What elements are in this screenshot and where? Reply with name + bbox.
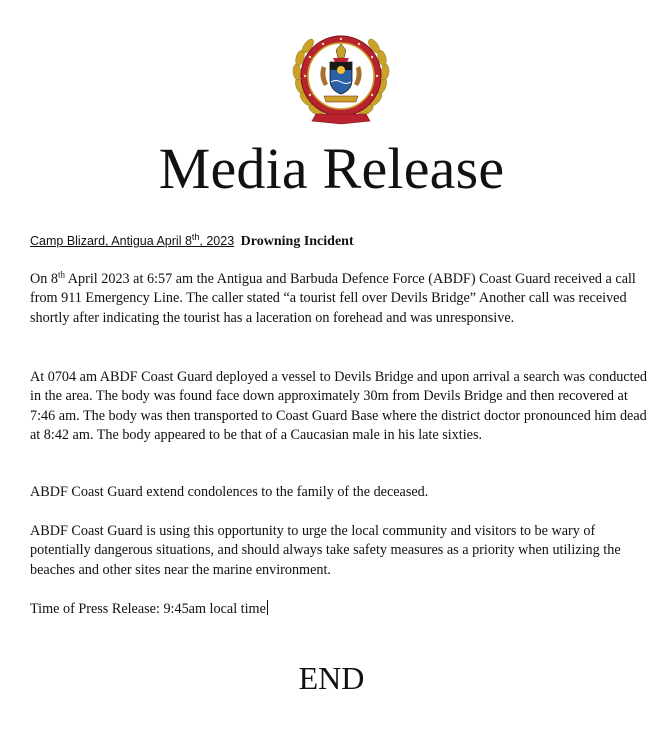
paragraph-release-time (30, 600, 652, 619)
dateline-place-ordinal: th (191, 232, 200, 242)
paragraph-1-ordinal: th (57, 269, 65, 280)
end-marker: END (298, 660, 365, 696)
release-time-text: Time of Press Release: 9:45am local time (30, 601, 266, 617)
paragraph-1-post: April 2023 at 6:57 am the Antigua and Barbuda Defence Force (ABDF) Coast Guard received a call from 911 Emergency Line. The caller stated “a tourist fell over Devils Bridge” Another call was received shortly after indicating the tourist has a laceration on forehead and was unresponsive. (30, 271, 636, 326)
page-title: Media Release (158, 136, 505, 201)
dateline-place-prefix: Camp Blizard, Antigua April 8 (30, 234, 192, 249)
dateline-place-suffix: , 2023 (199, 234, 235, 249)
incident-heading: Drowning Incident (240, 234, 354, 250)
paragraph-1-pre: On 8 (30, 271, 58, 287)
text-cursor (267, 600, 268, 615)
paragraph-condolences: ABDF Coast Guard extend condolences to the family of the deceased. (30, 484, 429, 500)
paragraph-search-recovery: At 0704 am ABDF Coast Guard deployed a vessel to Devils Bridge and upon arrival a search was conducted in the area. The body was found face down approximately 30m from Devils Bridge and then recovered at 7:46 am. The body was then transported to Coast Guard Base where the district doctor pronounced him dead at 8:42 am. The body appeared to be that of a Caucasian male in his late sixties. (30, 369, 648, 443)
paragraph-safety-advisory: ABDF Coast Guard is using this opportunity to urge the local community and visitors to be wary of potentially dangerous situations, and should always take safety measures as a priority when utilizing the beaches and other sites near the marine environment. (30, 523, 621, 578)
paragraph-incident-call (30, 270, 652, 328)
dateline-place (30, 234, 234, 248)
dateline (30, 228, 354, 251)
abdf-coast-guard-crest-icon (286, 24, 396, 132)
